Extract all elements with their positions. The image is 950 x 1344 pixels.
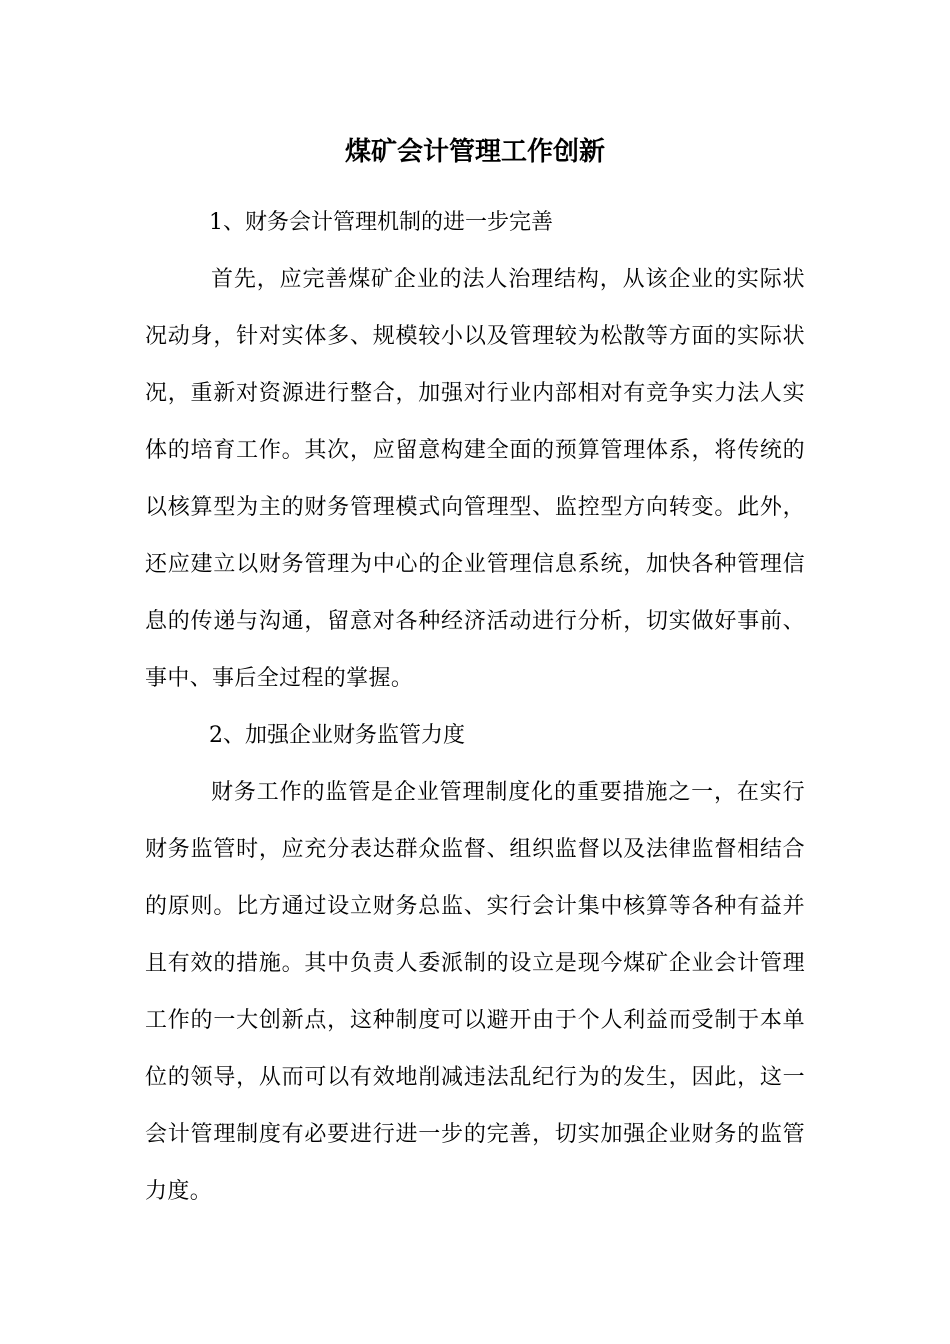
document-body <box>145 194 805 1220</box>
section-paragraph-2: 财务工作的监管是企业管理制度化的重要措施之一，在实行财务监管时，应充分表达群众监督、组织监督以及法律监督相结合的原则。比方通过设立财务总监、实行会计集中核算等各种有益并且有效的措施。其中负责人委派制的设立是现今煤矿企业会计管理工作的一大创新点，这种制度可以避开由于个人利益而受制于本单位的领导，从而可以有效地削减违法乱纪行为的发生，因此，这一会计管理制度有必要进行进一步的完善，切实加强企业财务的监管力度。 <box>145 780 805 1204</box>
section-heading-2: 2、加强企业财务监管力度 <box>209 723 465 748</box>
section-heading-1: 1、财务会计管理机制的进一步完善 <box>209 210 553 235</box>
section-paragraph-1: 首先，应完善煤矿企业的法人治理结构，从该企业的实际状况动身，针对实体多、规模较小以及管理较为松散等方面的实际状况，重新对资源进行整合，加强对行业内部相对有竞争实力法人实体的培育工作。其次，应留意构建全面的预算管理体系，将传统的以核算型为主的财务管理模式向管理型、监控型方向转变。此外，还应建立以财务管理为中心的企业管理信息系统，加快各种管理信息的传递与沟通，留意对各种经济活动进行分析，切实做好事前、事中、事后全过程的掌握。 <box>145 267 805 691</box>
document-title: 煤矿会计管理工作创新 <box>344 137 605 167</box>
